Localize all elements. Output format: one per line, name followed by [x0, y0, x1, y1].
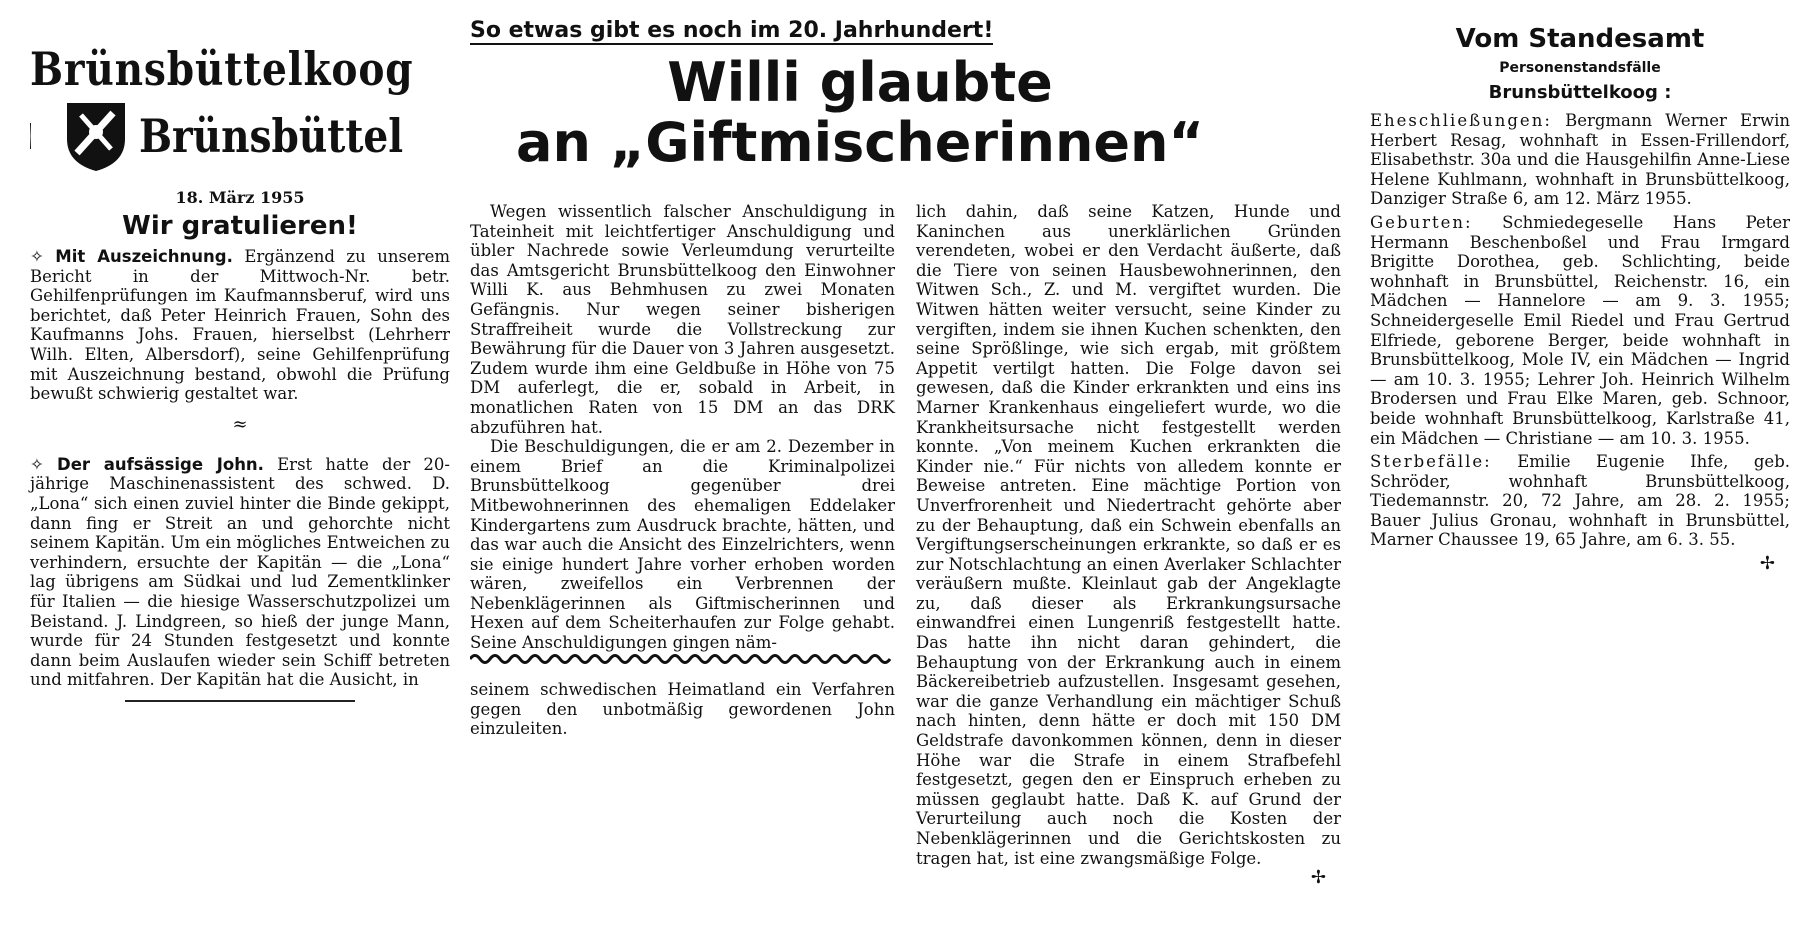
deaths-entry [1370, 452, 1790, 550]
news-item-2-continuation: seinem schwedischen Heimatland ein Verfahren gegen den unbotmäßig gewordenen John einzuleiten. [470, 680, 895, 739]
marriages-text: Bergmann Werner Erwin Herbert Resag, wohnhaft in Essen-Frillendorf, Elisabethstr. 30a und die Hausgehilfin Anne-Liese Helene Kuhlmann, wohnhaft in Brunsbüttelkoog, Danziger Straße 6, am 12. März 1955. [1370, 111, 1790, 209]
registry-place: Brunsbüttelkoog : [1488, 82, 1672, 103]
headline-line-2: an „Giftmischerinnen“ [516, 111, 1204, 174]
deaths-text: Emilie Eugenie Ihfe, geb. Schröder, wohnhaft Brunsbüttelkoog, Tiedemannstr. 20, 72 Jahre, am 28. 2. 1955; Bauer Julius Gronau, wohnhaft in Brunsbüttel, Marner Chaussee 19, 65 Jahre, am 6. 3. 55. [1370, 452, 1790, 550]
article-kicker: So etwas gibt es noch im 20. Jahrhundert! [470, 18, 994, 43]
registry-heading: Vom Standesamt [1455, 24, 1705, 54]
news-item-1 [30, 247, 450, 404]
article-paragraph: lich dahin, daß seine Katzen, Hunde und Kaninchen aus unerklärlichen Gründen verendeten, wobei er den Verdacht äußerte, daß die Tiere von seinen Hausbewohnerinnen, den Witwen Sch., Z. und M. vergiftet wurden. Die Witwen hätten weiter versucht, seine Kinder zu vergiften, indem sie ihnen Kuchen schenkten, den seine Sprößlinge, wie sich ergab, mit größtem Appetit vertilgt hatten. Die Folge davon sei gewesen, daß die Kinder erkrankten und eins ins Marner Krankenhaus eingeliefert wurde, wo die Krankheitsursache nicht festgestellt werden konnte. „Von meinem Kuchen erkrankten die Kinder nie.“ Für nichts von alledem konnte er Beweise antreten. Eine mächtige Portion von Unverfrorenheit und Niedertracht gehörte aber zu der Behauptung, daß ein Schwein ebenfalls an Vergiftungserscheinungen erkrankte, so daß er es zur Notschlachtung an einen Averlaker Schlachter veräußern mußte. Kleinlaut gab der Angeklagte zu, daß dieser als Erkrankungsursache einwandfrei einen Lungenriß festgestellt hatte. Das hatte ihn nicht daran gehindert, die Behauptung von der Erkrankung auch in einem Bäckereibetrieb aufzustellen. Insgesamt gesehen, war die ganze Verhandlung ein mächtiger Schuß nach hinten, denn hätte er doch mit 150 DM Geldstrafe davonkommen können, denn in dieser Höhe war die Strafe in einem Strafbefehl festgesetzt, gegen den er Einspruch erheben zu müssen geglaubt hatte. Daß K. auf Grund der Verurteilung auch noch die Kosten der Nebenklägerinnen und die Gerichtskosten zu tragen hat, ist eine zwangsmäßige Folge. [916, 202, 1341, 868]
registry-subheading: Personenstandsfälle [1499, 60, 1661, 76]
news-item-1-lead: Mit Auszeichnung. [55, 247, 233, 266]
main-article [470, 0, 1395, 889]
coat-of-arms-icon [63, 98, 129, 174]
article-column-1 [470, 202, 895, 653]
registry-column [1370, 0, 1790, 574]
masthead-row [30, 98, 450, 174]
article-paragraph: Die Beschuldigungen, die er am 2. Dezember in einem Brief an die Kriminalpolizei Brunsbüttelkoog gegenüber drei Mitbewohnerinnen des ehemaligen Eddelaker Kindergartens zum Ausdruck brachte, hätten, und das war auch die Ansicht des Einzelrichters, wenn sie einige hundert Jahre vorher erhoben worden wären, zweifellos ein Verbrennen der Nebenklägerinnen als Giftmischerinnen und Hexen auf dem Scheiterhaufen zur Folge gehabt. Seine Anschuldigungen gingen näm- [470, 437, 895, 653]
star-icon: ✢ [1310, 867, 1326, 889]
star-icon: ✧ [30, 247, 56, 266]
dateline: 18. März 1955 [175, 188, 305, 207]
wave-divider-icon: ≈ [232, 413, 248, 435]
marriages-label: Eheschließungen: [1370, 111, 1552, 130]
masthead-subtitle: Brünsbüttel [139, 109, 404, 163]
star-icon: ✢ [1759, 553, 1775, 575]
births-entry [1370, 213, 1790, 448]
deaths-label: Sterbefälle: [1370, 452, 1492, 472]
news-item-2-text: Erst hatte der 20-jährige Maschinenassistent des schwed. D. „Lona“ sich einen zuviel hinter die Binde gekippt, dann fing er Streit an und gehorchte nicht seinem Kapitän. Um ein mögliches Entweichen zu verhindern, ersuchte der Kapitän — die „Lona“ lag übrigens am Südkai und lud Zementklinker für Italien — die hiesige Wasserschutzpolizei um Beistand. J. Lindgreen, so hieß der junge Mann, wurde für 24 Stunden festgesetzt und konnte dann beim Auslaufen wieder sein Schiff betreten und mitfahren. Der Kapitän hat die Ausicht, in [30, 454, 450, 690]
births-label: Geburten: [1370, 212, 1473, 232]
masthead-title: Brünsbüttelkoog [30, 42, 414, 96]
births-text: Schmiedegeselle Hans Peter Hermann Beschenboßel und Frau Irmgard Brigitte Dorothea, geb. Schlichting, beide wohnhaft in Brunsbüttel, Reichenstr. 16, ein Mädchen — Hannelore — am 9. 3. 1955; Schneidergeselle Emil Riedel und Frau Gertrud Elfriede, geborene Berger, beide wohnhaft in Brunsbüttelkoog, Mole IV, ein Mädchen — Ingrid — am 10. 3. 1955; Lehrer Joh. Heinrich Wilhelm Brodersen und Frau Elke Maren, geb. Schnoor, beide wohnhaft Brunsbüttelkoog, Karlstraße 41, ein Mädchen — Christiane — am 10. 3. 1955. [1370, 212, 1790, 448]
article-headline [470, 53, 1250, 173]
section-heading: Wir gratulieren! [122, 211, 358, 241]
article-column-2 [916, 202, 1341, 888]
wave-divider-icon [470, 652, 895, 666]
headline-line-1: Willi glaubte [667, 51, 1053, 114]
banner-ornament-left [30, 123, 31, 149]
news-item-1-text: Ergänzend zu unserem Bericht in der Mittwoch-Nr. betr. Gehilfenprüfungen im Kaufmannsberuf, wird uns berichtet, daß Peter Heinrich Frauen, Sohn des Kaufmanns Johs. Frauen, hierselbst (Lehrherr Wilh. Elten, Albersdorf), seine Gehilfenprüfung mit Auszeichnung bestand, obwohl die Prüfung bewußt schwierig gestaltet war. [30, 247, 450, 404]
marriages-entry [1370, 111, 1790, 209]
news-item-2-lead: Der aufsässige John. [57, 454, 264, 474]
news-item-2 [30, 455, 450, 690]
local-news-column [30, 0, 450, 702]
registry-body [1370, 111, 1790, 574]
article-paragraph: Wegen wissentlich falscher Anschuldigung in Tateinheit mit leichtfertiger Anschuldigung und übler Nachrede sowie Verleumdung verurteilte das Amtsgericht Brunsbüttelkoog den Einwohner Willi K. aus Behmhusen zu zwei Monaten Gefängnis. Nur wegen seiner bisherigen Straffreiheit wurde die Vollstreckung zur Bewährung für die Dauer von 3 Jahren ausgesetzt. Zudem wurde ihm eine Geldbuße in Höhe von 75 DM auferlegt, die er, sobald in Arbeit, in monatlichen Raten von 15 DM an das DRK abzuführen hat. [470, 202, 895, 437]
star-icon: ✧ [30, 454, 58, 474]
end-rule [125, 700, 355, 702]
